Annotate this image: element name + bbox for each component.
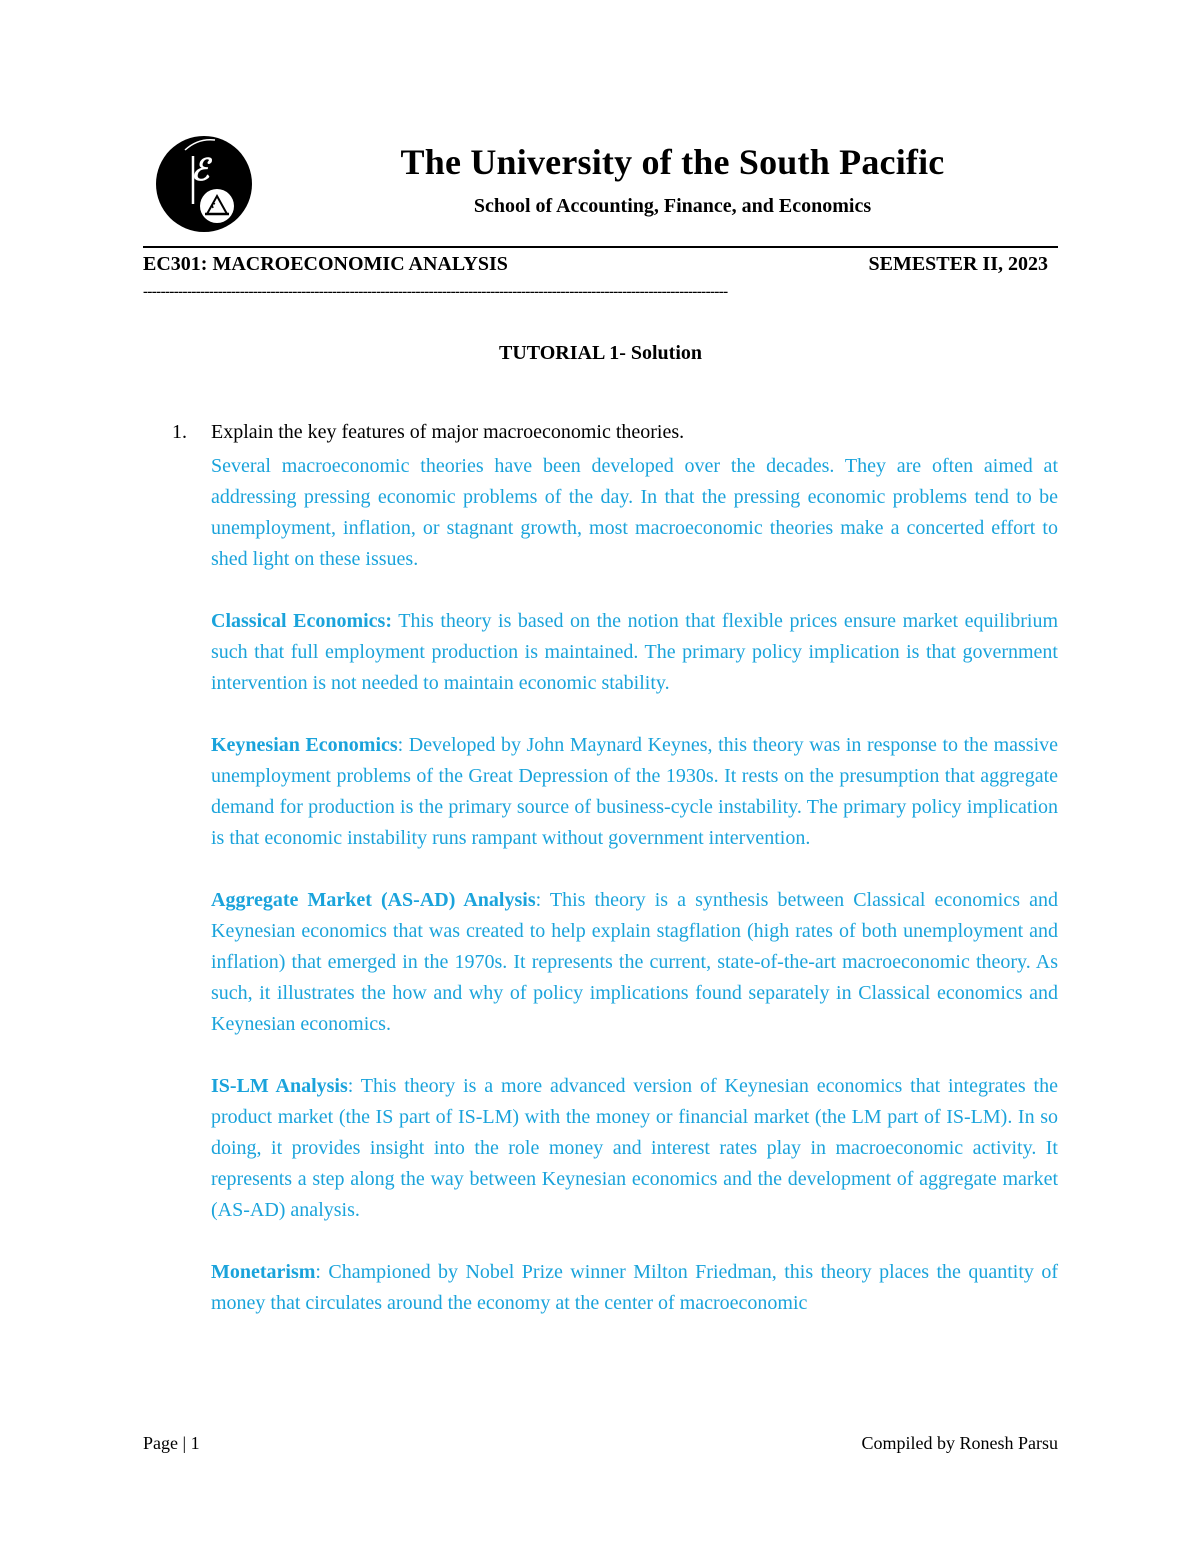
section-term: Classical Economics: — [211, 610, 393, 632]
course-row — [143, 253, 1048, 281]
answer-section-as-ad — [211, 885, 1058, 1040]
answer-section-is-lm — [211, 1071, 1058, 1226]
header-rule — [143, 246, 1058, 248]
course-title: EC301: MACROECONOMIC ANALYSIS — [143, 253, 508, 275]
section-text: : Championed by Nobel Prize winner Milton Friedman, this theory places the quantity of money that circulates around the economy at the center of macroeconomic — [211, 1261, 1058, 1314]
section-text: This theory is based on the notion that flexible prices ensure market equilibrium such that full employment production is maintained. The primary policy implication is that government intervention is not needed to maintain economic stability. — [211, 610, 1059, 694]
svg-text:ℰ: ℰ — [191, 154, 210, 187]
section-text: : This theory is a synthesis between Classical economics and Keynesian economics that was created to help explain stagflation (high rates of both unemployment and inflation) that emerged in the 1970s. It represents the current, state-of-the-art macroeconomic theory. As such, it illustrates the how and why of policy implications found separately in Classical economics and Keynesian economics. — [211, 889, 1058, 1035]
answer-section-classical — [211, 606, 1058, 699]
semester-label: SEMESTER II, 2023 — [868, 253, 1048, 275]
section-term: Aggregate Market (AS-AD) Analysis — [211, 889, 536, 911]
page-number: Page | 1 — [143, 1433, 200, 1453]
question-number: 1. — [172, 421, 187, 443]
university-name: The University of the South Pacific — [400, 142, 945, 182]
section-term: IS-LM Analysis — [211, 1075, 348, 1097]
section-term: Monetarism — [211, 1261, 316, 1283]
question-text: Explain the key features of major macroeconomic theories. — [211, 421, 685, 443]
usp-safe-logo-icon — [153, 132, 255, 236]
section-term: Keynesian Economics — [211, 734, 398, 756]
section-text: : Developed by John Maynard Keynes, this theory was in response to the massive unemployment problems of the Great Depression of the 1930s. It rests on the presumption that aggregate demand for production is the primary source of business-cycle instability. The primary policy implication is that economic instability runs rampant without government intervention. — [211, 734, 1058, 849]
dashed-separator: ------------------------------------------------------------------------------------------------------------------------------------- — [143, 284, 728, 300]
school-name: School of Accounting, Finance, and Economics — [473, 195, 872, 217]
answer-section-keynesian — [211, 730, 1058, 854]
section-text: : This theory is a more advanced version of Keynesian economics that integrates the product market (the IS part of IS-LM) with the money or financial market (the LM part of IS-LM). In so doing, it provides insight into the role money and interest rates play in macroeconomic activity. It represents a step along the way between Keynesian economics and the development of aggregate market (AS-AD) analysis. — [211, 1075, 1058, 1221]
answer-body — [211, 451, 1058, 1350]
answer-intro: Several macroeconomic theories have been developed over the decades. They are often aimed at addressing pressing economic problems of the day. In that the pressing economic problems tend to be unemployment, inflation, or stagnant growth, most macroeconomic theories make a concerted effort to shed light on these issues. — [211, 455, 1058, 570]
answer-section-monetarism — [211, 1257, 1058, 1319]
tutorial-title: TUTORIAL 1- Solution — [498, 342, 703, 364]
compiled-by: Compiled by Ronesh Parsu — [861, 1433, 1058, 1453]
